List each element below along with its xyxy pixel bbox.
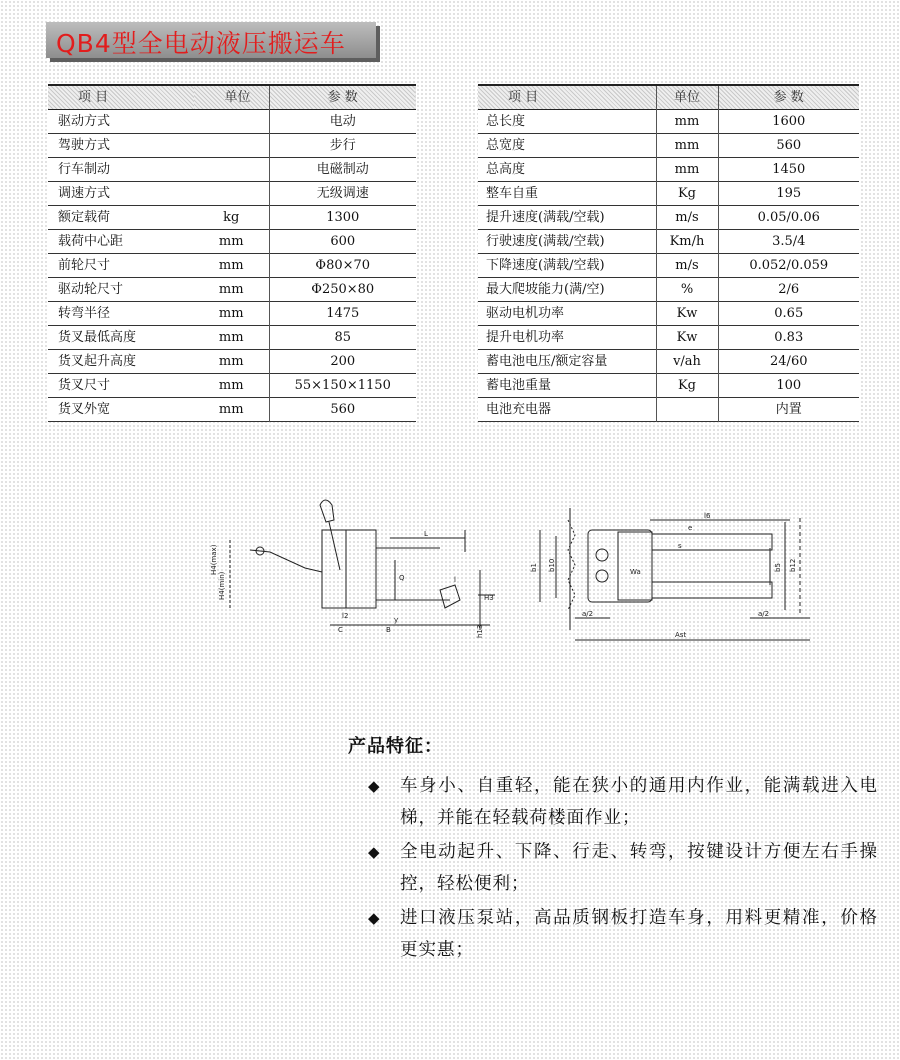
row-item-cell: 前轮尺寸	[58, 258, 111, 273]
feature-text: 全电动起升、下降、行走、转弯，按键设计方便左右手操控，轻松便利；	[400, 842, 878, 894]
row-item-cell: 额定载荷	[58, 210, 111, 225]
label-c: C	[338, 626, 343, 634]
row-value-cell: 电动	[269, 110, 416, 134]
row-item-cell: 行车制动	[58, 162, 111, 177]
table-row	[478, 230, 859, 254]
row-unit-cell: mm	[218, 354, 244, 369]
table-row	[478, 182, 859, 206]
row-item-cell: 货叉最低高度	[58, 330, 137, 345]
row-unit-cell: mm	[218, 378, 244, 393]
row-unit-cell: Kg	[656, 182, 718, 206]
row-unit-cell: %	[656, 278, 718, 302]
label-l6: l6	[704, 512, 711, 520]
spec-table-right	[478, 84, 859, 422]
row-value-cell: 1475	[269, 302, 416, 326]
title-banner	[46, 22, 376, 58]
table-row	[478, 374, 859, 398]
row-unit-cell	[194, 134, 269, 158]
row-value-cell: 85	[269, 326, 416, 350]
row-value-cell: 0.65	[774, 306, 804, 321]
table-header-row	[48, 85, 416, 110]
row-value-cell: Φ80×70	[269, 254, 416, 278]
row-item-cell: 货叉起升高度	[58, 354, 137, 369]
feature-item	[348, 770, 878, 834]
row-unit-cell: mm	[218, 258, 244, 273]
header-unit: 单位	[656, 85, 718, 110]
row-unit-cell: Km/h	[656, 230, 718, 254]
row-value-cell: 步行	[269, 134, 416, 158]
label-b: B	[386, 626, 391, 634]
row-unit-cell: mm	[218, 306, 244, 321]
label-s: s	[678, 542, 682, 550]
label-a2-left: a/2	[582, 610, 594, 618]
feature-item	[348, 836, 878, 900]
table-row	[48, 182, 416, 206]
table-row	[48, 374, 416, 398]
row-unit-cell: mm	[218, 282, 244, 297]
table-row	[478, 254, 859, 278]
label-h4max: H4(max)	[210, 544, 218, 575]
label-ast: Ast	[675, 631, 687, 639]
table-row	[48, 278, 416, 302]
features-title: 产品特征：	[348, 736, 443, 757]
label-b12: b12	[789, 558, 797, 572]
side-view-drawing	[210, 500, 495, 638]
row-value-cell: 600	[269, 230, 416, 254]
table-row	[478, 278, 859, 302]
label-b1: b1	[530, 563, 538, 572]
row-value-cell: 24/60	[770, 354, 808, 369]
row-item-cell: 货叉外宽	[58, 402, 111, 417]
row-value-cell: 55×150×1150	[269, 374, 416, 398]
table-row	[478, 350, 859, 374]
row-value-cell: 无级调速	[269, 182, 416, 206]
row-unit-cell: kg	[223, 210, 240, 225]
row-item-cell: 转弯半径	[58, 306, 111, 321]
label-small-l: l	[454, 576, 456, 584]
product-features	[348, 732, 878, 968]
row-value-cell: 1300	[269, 206, 416, 230]
row-unit-cell: Kw	[656, 302, 718, 326]
row-unit-cell: Kw	[656, 326, 718, 350]
row-value-cell: 1450	[772, 162, 806, 177]
table-row	[478, 110, 859, 134]
row-item-cell: 驾驶方式	[58, 138, 111, 153]
row-item-cell: 总高度	[486, 162, 526, 177]
row-item-cell: 驱动电机功率	[486, 306, 565, 321]
table-row	[478, 134, 859, 158]
row-item-cell: 最大爬坡能力(满/空)	[486, 282, 605, 297]
row-unit-cell: Kg	[656, 374, 718, 398]
row-item-cell: 驱动方式	[58, 114, 111, 129]
table-row	[48, 110, 416, 134]
row-value-cell: Φ250×80	[269, 278, 416, 302]
table-row	[48, 350, 416, 374]
row-value-cell: 电磁制动	[269, 158, 416, 182]
technical-drawing	[210, 490, 890, 650]
diamond-bullet-icon: ◆	[368, 777, 381, 795]
diamond-bullet-icon: ◆	[368, 843, 381, 861]
row-unit-cell	[194, 158, 269, 182]
row-item-cell: 下降速度(满载/空载)	[486, 258, 605, 273]
row-item-cell: 总长度	[486, 114, 526, 129]
row-unit-cell	[194, 182, 269, 206]
label-e: e	[688, 524, 693, 532]
page-title: QB4型全电动液压搬运车	[56, 29, 346, 58]
row-unit-cell: m/s	[656, 206, 718, 230]
label-h4min: H4(min)	[218, 571, 226, 600]
row-unit-cell: mm	[218, 234, 244, 249]
row-item-cell: 驱动轮尺寸	[58, 282, 124, 297]
row-item-cell: 货叉尺寸	[58, 378, 111, 393]
row-unit-cell: mm	[656, 158, 718, 182]
table-row	[478, 302, 859, 326]
label-q: Q	[399, 574, 405, 582]
table-row	[48, 206, 416, 230]
row-value-cell: 560	[269, 398, 416, 422]
table-row	[48, 230, 416, 254]
row-item-cell: 载荷中心距	[58, 234, 124, 249]
row-value-cell: 0.83	[774, 330, 804, 345]
feature-item	[348, 902, 878, 966]
header-unit: 单位	[194, 85, 269, 110]
row-item-cell: 调速方式	[58, 186, 111, 201]
header-value: 参 数	[269, 85, 416, 110]
spec-table-left	[48, 84, 416, 422]
row-item-cell: 蓄电池电压/额定容量	[486, 354, 608, 369]
table-row	[48, 326, 416, 350]
row-value-cell: 200	[269, 350, 416, 374]
row-item-cell: 整车自重	[486, 186, 539, 201]
row-value-cell: 100	[776, 378, 802, 393]
table-row	[478, 326, 859, 350]
label-h3: H3	[484, 594, 494, 602]
label-y: y	[394, 616, 399, 624]
table-row	[478, 206, 859, 230]
table-row	[48, 158, 416, 182]
table-row	[478, 398, 859, 422]
row-item-cell: 提升电机功率	[486, 330, 565, 345]
header-value: 参 数	[718, 85, 859, 110]
label-h13: h13	[476, 624, 484, 638]
table-header-row	[478, 85, 859, 110]
row-unit-cell: mm	[218, 330, 244, 345]
header-item: 项 目	[48, 85, 194, 110]
row-item-cell: 行驶速度(满载/空载)	[486, 234, 605, 249]
table-row	[48, 254, 416, 278]
row-value-cell: 1600	[772, 114, 806, 129]
row-item-cell: 蓄电池重量	[486, 378, 552, 393]
table-row	[48, 134, 416, 158]
row-item-cell: 电池充电器	[486, 402, 552, 417]
row-unit-cell	[656, 398, 718, 422]
row-unit-cell: v/ah	[656, 350, 718, 374]
label-b10: b10	[548, 558, 556, 572]
feature-text: 车身小、自重轻，能在狭小的通用内作业，能满载进入电梯，并能在轻载荷楼面作业；	[400, 776, 878, 828]
table-row	[478, 158, 859, 182]
label-l2: l2	[342, 612, 349, 620]
row-unit-cell: mm	[218, 402, 244, 417]
feature-text: 进口液压泵站，高品质钢板打造车身，用料更精准，价格更实惠；	[400, 908, 878, 960]
row-unit-cell: mm	[656, 110, 718, 134]
top-view-drawing	[530, 508, 810, 640]
row-value-cell: 560	[776, 138, 802, 153]
label-wa: Wa	[630, 568, 641, 576]
table-row	[48, 398, 416, 422]
row-unit-cell: mm	[656, 134, 718, 158]
table-row	[48, 302, 416, 326]
features-list	[348, 770, 878, 966]
row-value-cell: 0.052/0.059	[749, 258, 829, 273]
header-item: 项 目	[478, 85, 656, 110]
row-item-cell: 提升速度(满载/空载)	[486, 210, 605, 225]
row-value-cell: 3.5/4	[772, 234, 806, 249]
row-unit-cell	[194, 110, 269, 134]
row-item-cell: 总宽度	[486, 138, 526, 153]
label-a2-right: a/2	[758, 610, 770, 618]
row-value-cell: 2/6	[778, 282, 800, 297]
row-value-cell: 内置	[775, 402, 802, 417]
row-value-cell: 0.05/0.06	[757, 210, 820, 225]
row-value-cell: 195	[776, 186, 802, 201]
diamond-bullet-icon: ◆	[368, 909, 381, 927]
label-b5: b5	[774, 563, 782, 572]
row-unit-cell: m/s	[656, 254, 718, 278]
label-l: L	[424, 530, 428, 538]
